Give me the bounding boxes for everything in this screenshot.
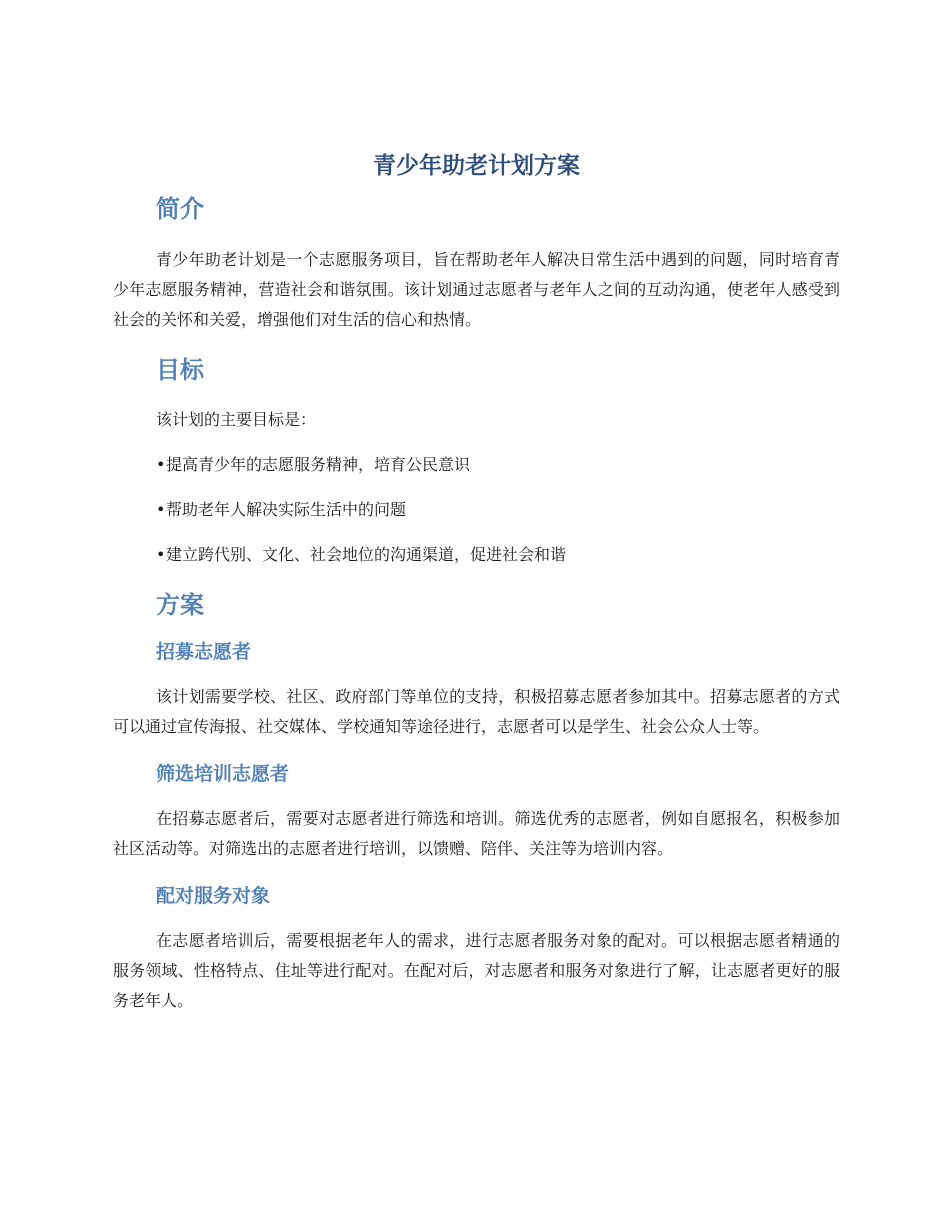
- recruit-paragraph: 该计划需要学校、社区、政府部门等单位的支持，积极招募志愿者参加其中。招募志愿者的方式可以通过宣传海报、社交媒体、学校通知等途径进行，志愿者可以是学生、社会公众人士等。: [113, 687, 840, 736]
- list-item: [113, 495, 840, 525]
- list-item: [113, 450, 840, 480]
- goal-text: 建立跨代别、文化、社会地位的沟通渠道，促进社会和谐: [166, 545, 567, 564]
- matching-paragraph: 在志愿者培训后，需要根据老年人的需求，进行志愿者服务对象的配对。可以根据志愿者精通的服务领域、性格特点、住址等进行配对。在配对后，对志愿者和服务对象进行了解，让志愿者更好的服务老年人。: [113, 931, 840, 1010]
- document-content: [113, 147, 840, 1016]
- section-heading-plan: 方案: [156, 591, 204, 619]
- goals-lead: 该计划的主要目标是：: [156, 410, 317, 429]
- goal-text: 提高青少年的志愿服务精神，培育公民意识: [166, 455, 471, 474]
- goals-list: [113, 450, 840, 570]
- subsection-heading-matching: 配对服务对象: [156, 885, 271, 907]
- section-heading-goals: 目标: [156, 356, 204, 384]
- subsection-heading-screen-train: 筛选培训志愿者: [156, 763, 290, 785]
- list-item: [113, 540, 840, 570]
- document-title: 青少年助老计划方案: [373, 153, 580, 179]
- bullet-icon: •: [156, 545, 166, 564]
- subsection-heading-recruit: 招募志愿者: [156, 641, 252, 663]
- bullet-icon: •: [156, 500, 166, 519]
- section-heading-intro: 简介: [156, 195, 204, 223]
- bullet-icon: •: [156, 455, 166, 474]
- intro-paragraph: 青少年助老计划是一个志愿服务项目，旨在帮助老年人解决日常生活中遇到的问题，同时培育青少年志愿服务精神，营造社会和谐氛围。该计划通过志愿者与老年人之间的互动沟通，使老年人感受到社会的关怀和关爱，增强他们对生活的信心和热情。: [113, 250, 840, 329]
- screen-train-paragraph: 在招募志愿者后，需要对志愿者进行筛选和培训。筛选优秀的志愿者，例如自愿报名，积极参加社区活动等。对筛选出的志愿者进行培训，以馈赠、陪伴、关注等为培训内容。: [113, 809, 840, 858]
- goal-text: 帮助老年人解决实际生活中的问题: [166, 500, 407, 519]
